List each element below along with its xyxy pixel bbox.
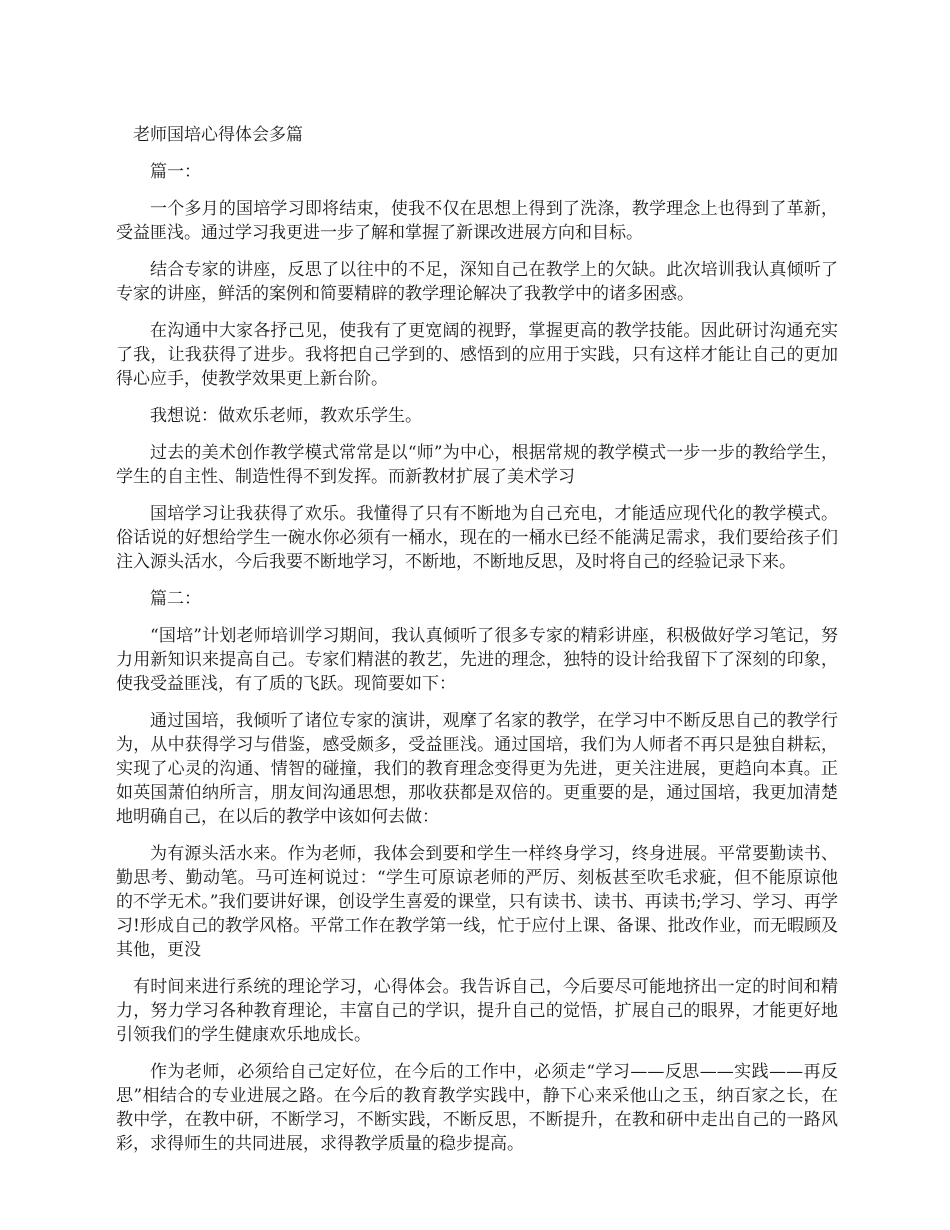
document-title: 老师国培心得体会多篇	[133, 125, 303, 145]
paragraph: 作为老师，必须给自己定好位，在今后的工作中，必须走“学习——反思——实践——再反思”相结合的专业进展之路。在今后的教育教学实践中，静下心来采他山之玉，纳百家之长，在教中学，在教中研，不断学习，不断实践，不断反思，不断提升，在教和研中走出自己的一路风彩，求得师生的共同进展，求得教学质量的稳步提高。	[116, 1062, 838, 1154]
paragraph: 通过国培，我倾听了诸位专家的演讲，观摩了名家的教学，在学习中不断反思自己的教学行为，从中获得学习与借鉴，感受颇多，受益匪浅。通过国培，我们为人师者不再只是独自耕耘，实现了心灵的沟通、情智的碰撞，我们的教育理念变得更为先进，更关注进展，更趋向本真。正如英国萧伯纳所言，朋友间沟通思想，那收获都是双倍的。更重要的是，通过国培，我更加清楚地明确自己，在以后的教学中该如何去做：	[116, 711, 838, 827]
paragraph: 国培学习让我获得了欢乐。我懂得了只有不断地为自己充电，才能适应现代化的教学模式。俗话说的好想给学生一碗水你必须有一桶水，现在的一桶水已经不能满足需求，我们要给孩子们注入源头活水，今后我要不断地学习，不断地，不断地反思，及时将自己的经验记录下来。	[116, 504, 838, 572]
paragraph: 有时间来进行系统的理论学习，心得体会。我告诉自己，今后要尽可能地挤出一定的时间和精力，努力学习各种教育理论，丰富自己的学识，提升自己的觉悟，扩展自己的眼界，才能更好地引领我们的学生健康欢乐地成长。	[116, 977, 838, 1045]
paragraph: 在沟通中大家各抒己见，使我有了更宽阔的视野，掌握更高的教学技能。因此研讨沟通充实了我，让我获得了进步。我将把自己学到的、感悟到的应用于实践，只有这样才能让自己的更加得心应手，使教学效果更上新台阶。	[116, 321, 838, 389]
section-heading-1: 篇一：	[150, 162, 201, 182]
paragraph: 一个多月的国培学习即将结束，使我不仅在思想上得到了洗涤，教学理念上也得到了革新，受益匪浅。通过学习我更进一步了解和掌握了新课改进展方向和目标。	[116, 199, 838, 243]
paragraph: 我想说：做欢乐老师，教欢乐学生。	[150, 406, 422, 426]
document-page	[116, 123, 838, 1169]
paragraph: 为有源头活水来。作为老师，我体会到要和学生一样终身学习，终身进展。平常要勤读书、勤思考、勤动笔。马可连柯说过：“学生可原谅老师的严厉、刻板甚至吹毛求疵，但不能原谅他的不学无术。”我们要讲好课，创设学生喜爱的课堂，只有读书、读书、再读书;学习、学习、再学习!形成自己的教学风格。平常工作在教学第一线，忙于应付上课、备课、批改作业，而无暇顾及其他，更没	[116, 844, 838, 960]
paragraph: 结合专家的讲座，反思了以往中的不足，深知自己在教学上的欠缺。此次培训我认真倾听了专家的讲座，鲜活的案例和简要精辟的教学理论解决了我教学中的诸多困惑。	[116, 260, 838, 304]
paragraph: “国培”计划老师培训学习期间，我认真倾听了很多专家的精彩讲座，积极做好学习笔记，努力用新知识来提高自己。专家们精湛的教艺，先进的理念，独特的设计给我留下了深刻的印象，使我受益匪浅，有了质的飞跃。现简要如下：	[116, 626, 838, 694]
paragraph: 过去的美术创作教学模式常常是以“师”为中心，根据常规的教学模式一步一步的教给学生，学生的自主性、制造性得不到发挥。而新教材扩展了美术学习	[116, 443, 838, 487]
section-heading-2: 篇二：	[150, 589, 201, 609]
